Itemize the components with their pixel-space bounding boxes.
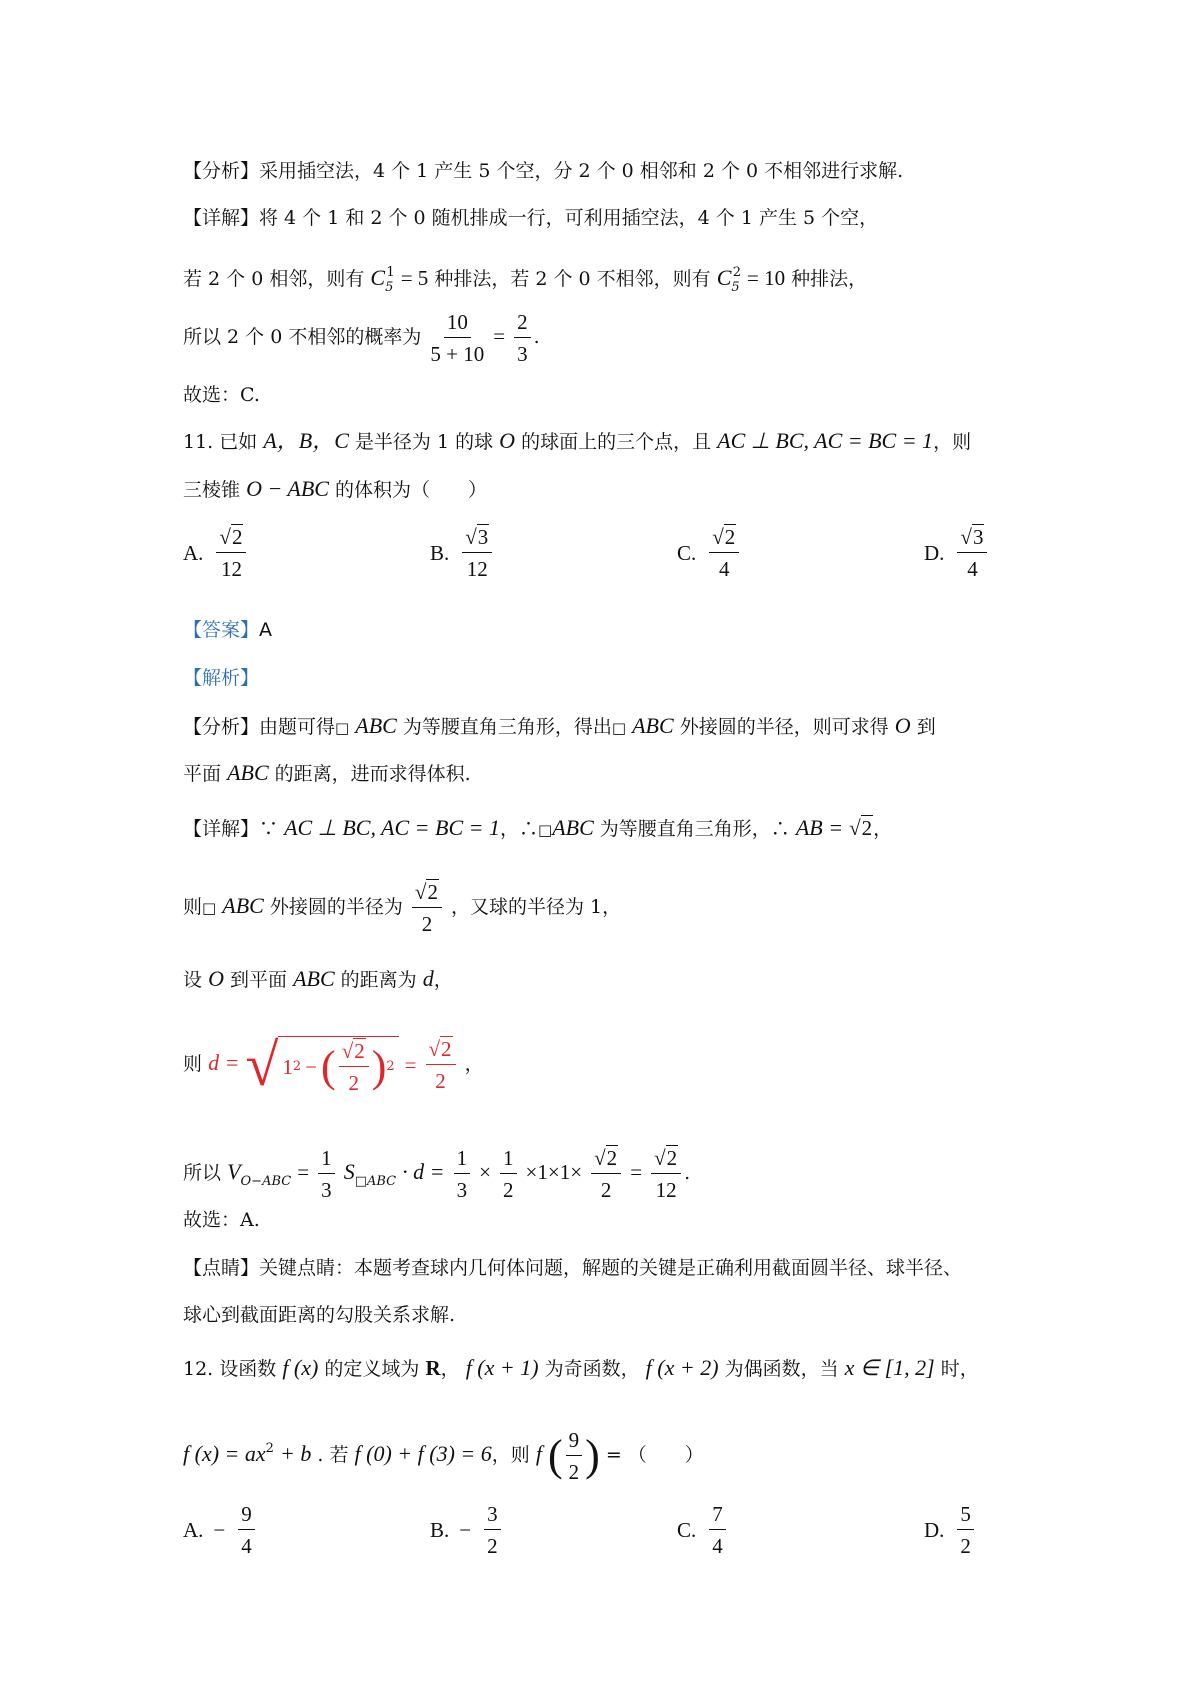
q11-dianjing-line2: 球心到截面距离的勾股关系求解. <box>183 1304 456 1326</box>
q11-jiexi: 【解析】 <box>183 667 260 689</box>
p10-analysis: 【分析】采用插空法，4 个 1 产生 5 个空，分 2 个 0 相邻和 2 个 0 不相邻进行求解. <box>183 160 904 182</box>
fraction: $\frac{√2}{2}$ <box>412 880 442 936</box>
fraction: $\frac{2}{3}$ <box>514 310 531 366</box>
q12-option-c[interactable]: C. $\frac{7}{4}$ <box>677 1502 729 1558</box>
q12-option-a[interactable]: A. − $\frac{9}{4}$ <box>183 1502 258 1558</box>
q11-option-b[interactable]: B. $\frac{√3}{12}$ <box>430 525 495 581</box>
q11-option-c[interactable]: C. $\frac{√2}{4}$ <box>677 525 742 581</box>
q12-option-b[interactable]: B. − $\frac{3}{2}$ <box>430 1502 504 1558</box>
q12-line1: 12. 设函数 f (x) 的定义域为 R， f (x + 1) 为奇函数， f (x + 2) 为偶函数，当 x ∈ [1, 2] 时， <box>183 1355 979 1380</box>
q11-line1: 11. 已如 A，B，C 是半径为 1 的球 O 的球面上的三个点，且 AC ⊥ BC, AC = BC = 1，则 <box>183 428 972 453</box>
q11-detail-line3: 设 O 到平面 ABC 的距离为 d， <box>183 966 453 991</box>
p10-detail-line3: 所以 2 个 0 不相邻的概率为 $\frac{10}{5 + 10}$ = $\frac{2}{3}$ . <box>183 310 540 366</box>
p10-detail-line1: 【详解】将 4 个 1 和 2 个 0 随机排成一行，可利用插空法，4 个 1 产生 5 个空， <box>183 207 879 229</box>
q11-choice: 故选：A. <box>183 1209 260 1231</box>
q11-analysis-line1: 【分析】由题可得□ ABC 为等腰直角三角形，得出□ ABC 外接圆的半径，则可求得 O 到 <box>183 713 936 738</box>
q11-option-a[interactable]: A. $\frac{√2}{12}$ <box>183 525 249 581</box>
q12-option-d[interactable]: D. $\frac{5}{2}$ <box>924 1502 977 1558</box>
q11-distance-formula: 则 d = √ 1 2 − ( $\frac{√2}{2}$ ) 2 = $\frac{√2}{2}$ ， <box>183 1032 484 1098</box>
p10-detail-line2: 若 2 个 0 相邻，则有 $C_5^1 = 5$ 种排法，若 2 个 0 不相邻，则有 $C_5^2 = 10$ 种排法， <box>183 265 868 295</box>
q11-detail-line1: 【详解】∵ AC ⊥ BC, AC = BC = 1，∴□ABC 为等腰直角三角形，∴ AB = √2， <box>183 815 893 840</box>
q11-analysis-line2: 平面 ABC 的距离，进而求得体积. <box>183 760 471 785</box>
q11-dianjing-line1: 【点睛】关键点睛：本题考查球内几何体问题，解题的关键是正确利用截面圆半径、球半径、 <box>183 1257 963 1279</box>
q11-option-d[interactable]: D. $\frac{√3}{4}$ <box>924 525 990 581</box>
q11-answer: 【答案】A <box>183 619 273 641</box>
fraction: $\frac{10}{5 + 10}$ <box>430 310 485 366</box>
q11-volume-formula: 所以 $V_{O-ABC}$ = $\frac{1}{3}$ $S_{□ABC} \cdot d$ = $\frac{1}{3}$ × $\frac{1}{2}$ ×1×1× $\frac{√2}{2}$ = $\frac{√2}{12}$ . <box>183 1146 691 1202</box>
q11-detail-line2: 则□ ABC 外接圆的半径为 $\frac{√2}{2}$ ，又球的半径为 1， <box>183 880 622 936</box>
q11-line2: 三棱锥 O − ABC 的体积为（ ） <box>183 476 488 501</box>
p10-choice: 故选：C. <box>183 384 260 406</box>
q12-line2: f $(x) = ax^2 + b$ . 若 f (0) + f (3) = 6，则 f ( $\frac{9}{2}$ ) = （ ） <box>183 1428 704 1484</box>
